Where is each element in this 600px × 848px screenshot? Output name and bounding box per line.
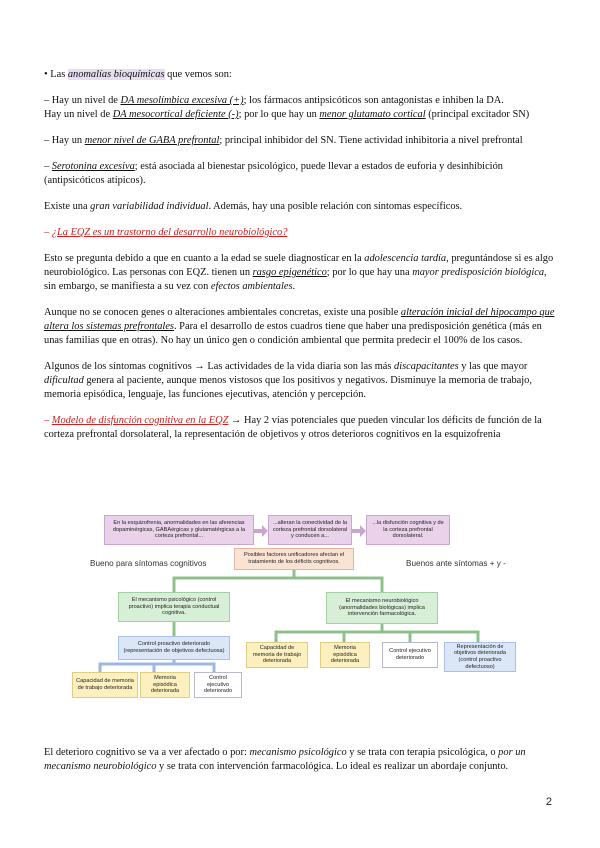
- para-anomalias: • Las anomalías bioquímicas que vemos son:: [44, 69, 232, 80]
- box-anomalias-aferencias: En la esquizofrenia, anormalidades en las aferencias dopaminérgicas, GABAérgicas y glutamatérgicas a la corteza prefrontal...: [104, 515, 254, 545]
- box-memoria-trabajo-right: Capacidad de memoria de trabajo deteriorada: [246, 642, 308, 668]
- para-variabilidad: Existe una gran variabilidad individual. Además, hay una posible relación con síntomas específicos.: [44, 201, 463, 212]
- cognitive-dysfunction-diagram: [44, 512, 556, 730]
- para-hipocampo: Aunque no se conocen genes o alteraciones ambientales concretas, existe una posible alteración inicial del hipocampo que altera los sistemas prefrontales. Para el desarrollo de estos cuadros tiene que haber una predisposición genética (más en unas familias que en otras). No hay un único gen o condición ambiental que permita predecir el 100% de los casos.: [44, 307, 555, 346]
- box-mecanismo-psicologico: El mecanismo psicológico (control proactivo) implica terapia conductual cognitiva.: [118, 592, 230, 622]
- para-modelo: – Modelo de disfunción cognitiva en la EQZ → Hay 2 vías potenciales que pueden vincular los déficits de función de la corteza prefrontal dorsolateral, la representación de objetivos y otros deterioros cognitivos en la esquizofrenia: [44, 415, 542, 440]
- highlight-anomalias: anomalías bioquímicas: [67, 69, 165, 80]
- box-control-ejecutivo-right: Control ejecutivo deteriorado: [382, 642, 438, 668]
- note-cognitivos: Bueno para síntomas cognitivos: [90, 559, 207, 568]
- box-memoria-trabajo-left: Capacidad de memoria de trabajo deteriorada: [72, 672, 138, 698]
- page-number: 2: [545, 796, 552, 808]
- para-serotonina: – Serotonina excesiva; está asociada al bienestar psicológico, puede llevar a estados de euforia y desinhibición (antipsicóticos atípicos).: [44, 161, 503, 186]
- box-factores-unificadores: Posibles factores unificadores afectan el tratamiento de los déficits cognitivos.: [234, 548, 354, 570]
- para-gaba: – Hay un menor nivel de GABA prefrontal; principal inhibidor del SN. Tiene actividad inhibitoria a nivel prefrontal: [44, 135, 523, 146]
- para-dopamina: – Hay un nivel de DA mesolímbica excesiva (+); los fármacos antipsicóticos son antagonistas e inhiben la DA. Hay un nivel de DA mesocortical deficiente (-); por lo que hay un menor glutamato cortical (principal excitador SN): [44, 95, 530, 120]
- box-representacion-objetivos: Representación de objetivos deteriorada (control proactivo defectuoso): [444, 642, 516, 672]
- box-conectividad: ...alteran la conectividad de la corteza prefrontal dorsolateral y conducen a...: [268, 515, 352, 545]
- box-disfuncion-cognitiva: ...la disfunción cognitiva y de la corteza prefrontal dorsolateral.: [366, 515, 450, 545]
- box-memoria-episodica-left: Memoria episódica deteriorada: [140, 672, 190, 698]
- para-adolescencia: Esto se pregunta debido a que en cuanto a la edad se suele diagnosticar en la adolescencia tardía, preguntándose si es algo neurobiológico. Las personas con EQZ. tienen un rasgo epigenético; por lo que hay una mayor predisposición biológica, sin embargo, se manifiesta a su vez con efectos ambientales.: [44, 253, 554, 292]
- box-mecanismo-neurobiologico: El mecanismo neurobiológico (anormalidades biológicas) implica intervención farmacológica.: [326, 592, 438, 624]
- box-memoria-episodica-right: Memoria episódica deteriorada: [320, 642, 370, 668]
- box-control-proactivo: Control proactivo deteriorado (representación de objetivos defectuosa): [118, 636, 230, 660]
- document-body: [44, 68, 560, 442]
- box-control-ejecutivo-left: Control ejecutivo deteriorado: [194, 672, 242, 698]
- para-sintomas-cognitivos: Algunos de los síntomas cognitivos → Las actividades de la vida diaria son las más discapacitantes y las que mayor dificultad genera al paciente, aunque menos vistosos que los positivos y negativos. Disminuye la memoria de trabajo, memoria episódica, lenguaje, las funciones ejecutivas, atención y percepción.: [44, 361, 532, 400]
- para-deterioro-cognitivo: El deterioro cognitivo se va a ver afectado o por: mecanismo psicológico y se trata con terapia psicológica, o por un mecanismo neurobiológico y se trata con intervención farmacológica. Lo ideal es realizar un abordaje conjunto.: [44, 747, 526, 772]
- note-positivos-negativos: Buenos ante síntomas + y -: [406, 559, 506, 568]
- heading-desarrollo: – ¿La EQZ es un trastorno del desarrollo neurobiológico?: [44, 227, 288, 238]
